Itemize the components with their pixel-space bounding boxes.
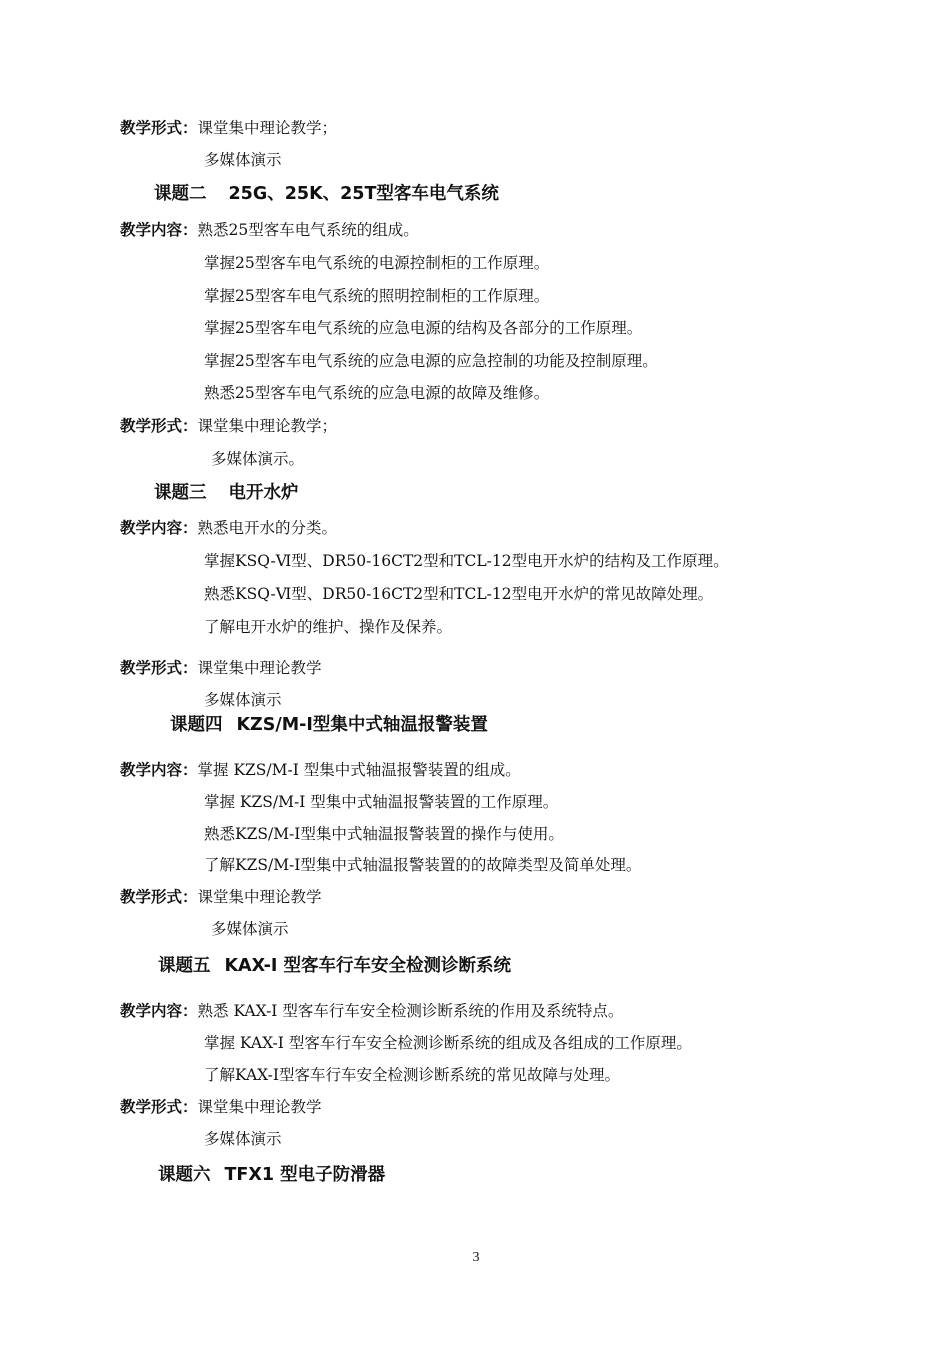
topic-number: 课题二 <box>154 184 207 204</box>
form-label: 教学形式： <box>120 659 198 677</box>
form-label: 教学形式： <box>120 417 198 435</box>
topic-number: 课题五 <box>158 956 211 976</box>
topic-title: TFX1 型电子防滑器 <box>224 1165 386 1185</box>
form-line: 课堂集中理论教学 <box>197 888 322 906</box>
content-line: 了解电开水炉的维护、操作及保养。 <box>204 618 453 636</box>
form-row <box>120 1097 322 1117</box>
topic-title: 25G、25K、25T型客车电气系统 <box>228 184 499 204</box>
form-line: 课堂集中理论教学 <box>197 1098 322 1116</box>
content-line: 掌握25型客车电气系统的照明控制柜的工作原理。 <box>204 287 550 305</box>
content-line: 掌握 KAX-I 型客车行车安全检测诊断系统的组成及各组成的工作原理。 <box>204 1034 692 1052</box>
form-line: 课堂集中理论教学； <box>197 119 338 137</box>
form-line: 多媒体演示。 <box>211 450 305 468</box>
topic-heading <box>158 954 511 978</box>
content-line: 掌握 KZS/M-I 型集中式轴温报警装置的工作原理。 <box>204 793 559 811</box>
topic-title: 电开水炉 <box>228 483 299 503</box>
content-line: 熟悉KZS/M-I型集中式轴温报警装置的操作与使用。 <box>204 825 564 843</box>
topic-heading <box>170 713 488 737</box>
content-label: 教学内容： <box>120 221 198 239</box>
form-line: 课堂集中理论教学 <box>197 659 322 677</box>
form-label: 教学形式： <box>120 1098 198 1116</box>
topic-number: 课题四 <box>170 715 223 735</box>
form-row <box>120 658 322 678</box>
form-line: 多媒体演示 <box>204 1130 282 1148</box>
content-row <box>120 220 419 240</box>
content-label: 教学内容： <box>120 519 198 537</box>
form-line: 课堂集中理论教学； <box>197 417 338 435</box>
content-row <box>120 1001 623 1021</box>
content-line: 掌握25型客车电气系统的应急电源的应急控制的功能及控制原理。 <box>204 352 658 370</box>
topic-title: KAX-I 型客车行车安全检测诊断系统 <box>224 956 512 976</box>
content-line: 熟悉 KAX-I 型客车行车安全检测诊断系统的作用及系统特点。 <box>197 1002 624 1020</box>
topic-title: KZS/M-I型集中式轴温报警装置 <box>236 715 488 735</box>
form-label: 教学形式： <box>120 888 198 906</box>
topic-heading <box>158 1163 385 1187</box>
content-label: 教学内容： <box>120 1002 198 1020</box>
content-line: 掌握25型客车电气系统的应急电源的结构及各部分的工作原理。 <box>204 319 643 337</box>
content-line: 熟悉KSQ-Ⅵ型、DR50-16CT2型和TCL-12型电开水炉的常见故障处理。 <box>204 585 714 603</box>
content-line: 了解KAX-I型客车行车安全检测诊断系统的常见故障与处理。 <box>204 1066 620 1084</box>
content-line: 熟悉电开水的分类。 <box>197 519 338 537</box>
content-row <box>120 760 521 780</box>
topic-number: 课题三 <box>154 483 207 503</box>
content-line: 掌握 KZS/M-I 型集中式轴温报警装置的组成。 <box>197 761 521 779</box>
form-row <box>120 887 322 907</box>
content-line: 了解KZS/M-I型集中式轴温报警装置的的故障类型及简单处理。 <box>204 856 642 874</box>
page-number: 3 <box>472 1250 480 1265</box>
topic-heading <box>154 182 499 206</box>
form-line: 多媒体演示 <box>204 151 282 169</box>
form-row <box>120 416 337 436</box>
form-line: 多媒体演示 <box>204 691 282 709</box>
content-line: 掌握25型客车电气系统的电源控制柜的工作原理。 <box>204 254 550 272</box>
content-line: 掌握KSQ-Ⅵ型、DR50-16CT2型和TCL-12型电开水炉的结构及工作原理。 <box>204 552 729 570</box>
content-row <box>120 518 337 538</box>
form-row <box>120 118 337 138</box>
content-label: 教学内容： <box>120 761 198 779</box>
form-label: 教学形式： <box>120 119 198 137</box>
topic-number: 课题六 <box>158 1165 211 1185</box>
form-line: 多媒体演示 <box>211 920 289 938</box>
content-line: 熟悉25型客车电气系统的组成。 <box>197 221 419 239</box>
topic-heading <box>154 481 299 505</box>
content-line: 熟悉25型客车电气系统的应急电源的故障及维修。 <box>204 384 550 402</box>
